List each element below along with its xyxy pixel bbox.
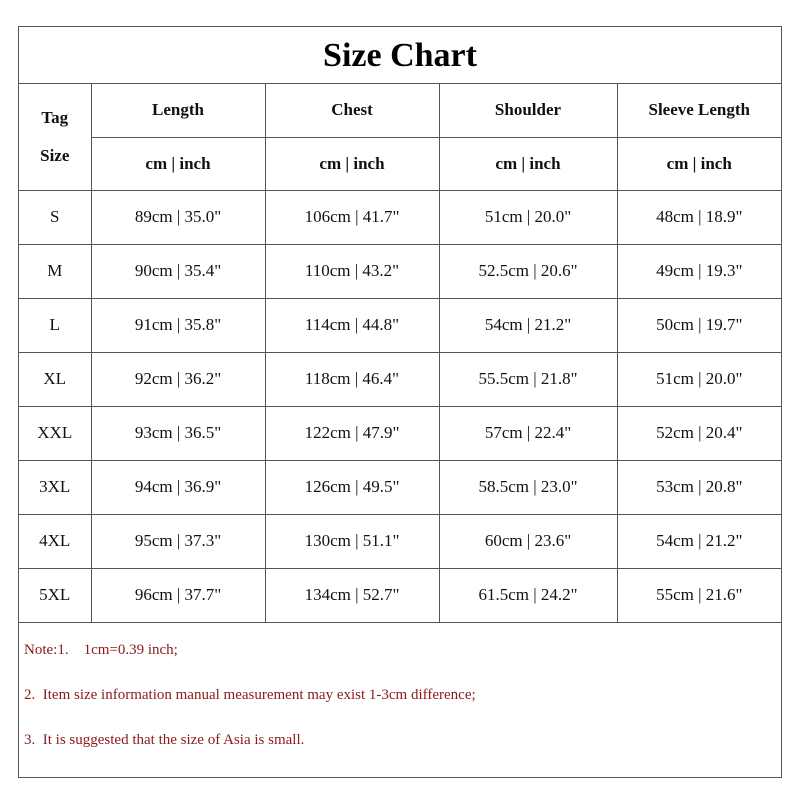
size-cell: 3XL bbox=[19, 460, 91, 514]
table-row bbox=[19, 352, 781, 406]
column-header-shoulder: Shoulder bbox=[439, 84, 617, 137]
table-row bbox=[19, 190, 781, 244]
chest-cell: 134cm | 52.7" bbox=[265, 568, 439, 622]
header-row-names bbox=[19, 84, 781, 137]
chest-cell: 106cm | 41.7" bbox=[265, 190, 439, 244]
chest-cell: 110cm | 43.2" bbox=[265, 244, 439, 298]
length-cell: 94cm | 36.9" bbox=[91, 460, 265, 514]
sleeve-cell: 48cm | 18.9" bbox=[617, 190, 781, 244]
unit-header-shoulder: cm | inch bbox=[439, 137, 617, 190]
unit-header-length: cm | inch bbox=[91, 137, 265, 190]
table-row bbox=[19, 406, 781, 460]
shoulder-cell: 52.5cm | 20.6" bbox=[439, 244, 617, 298]
table-row bbox=[19, 298, 781, 352]
shoulder-cell: 51cm | 20.0" bbox=[439, 190, 617, 244]
sleeve-cell: 50cm | 19.7" bbox=[617, 298, 781, 352]
chest-cell: 118cm | 46.4" bbox=[265, 352, 439, 406]
unit-header-sleeve-length: cm | inch bbox=[617, 137, 781, 190]
size-cell: M bbox=[19, 244, 91, 298]
length-cell: 92cm | 36.2" bbox=[91, 352, 265, 406]
note-line: Note:1. 1cm=0.39 inch; bbox=[24, 641, 178, 658]
sleeve-cell: 49cm | 19.3" bbox=[617, 244, 781, 298]
sleeve-cell: 52cm | 20.4" bbox=[617, 406, 781, 460]
column-header-sleeve-length: Sleeve Length bbox=[617, 84, 781, 137]
length-cell: 95cm | 37.3" bbox=[91, 514, 265, 568]
note-line: 2. Item size information manual measurement may exist 1-3cm difference; bbox=[24, 686, 476, 703]
note-line: 3. It is suggested that the size of Asia is small. bbox=[24, 731, 305, 748]
tag-label-line1: Tag bbox=[41, 107, 69, 127]
size-chart bbox=[18, 26, 782, 778]
size-cell: XL bbox=[19, 352, 91, 406]
size-cell: XXL bbox=[19, 406, 91, 460]
shoulder-cell: 58.5cm | 23.0" bbox=[439, 460, 617, 514]
column-header-chest: Chest bbox=[265, 84, 439, 137]
tag-label-line2: Size bbox=[40, 145, 70, 165]
sleeve-cell: 53cm | 20.8" bbox=[617, 460, 781, 514]
shoulder-cell: 55.5cm | 21.8" bbox=[439, 352, 617, 406]
column-header-length: Length bbox=[91, 84, 265, 137]
notes-section bbox=[19, 630, 781, 765]
length-cell: 90cm | 35.4" bbox=[91, 244, 265, 298]
sleeve-cell: 55cm | 21.6" bbox=[617, 568, 781, 622]
length-cell: 93cm | 36.5" bbox=[91, 406, 265, 460]
length-cell: 89cm | 35.0" bbox=[91, 190, 265, 244]
chest-cell: 114cm | 44.8" bbox=[265, 298, 439, 352]
chest-cell: 130cm | 51.1" bbox=[265, 514, 439, 568]
size-table bbox=[19, 84, 781, 623]
shoulder-cell: 57cm | 22.4" bbox=[439, 406, 617, 460]
size-cell: L bbox=[19, 298, 91, 352]
size-cell: S bbox=[19, 190, 91, 244]
table-row bbox=[19, 244, 781, 298]
sleeve-cell: 51cm | 20.0" bbox=[617, 352, 781, 406]
size-cell: 4XL bbox=[19, 514, 91, 568]
table-row bbox=[19, 568, 781, 622]
size-cell: 5XL bbox=[19, 568, 91, 622]
tag-size-header bbox=[19, 84, 91, 190]
length-cell: 96cm | 37.7" bbox=[91, 568, 265, 622]
chest-cell: 126cm | 49.5" bbox=[265, 460, 439, 514]
sleeve-cell: 54cm | 21.2" bbox=[617, 514, 781, 568]
shoulder-cell: 54cm | 21.2" bbox=[439, 298, 617, 352]
shoulder-cell: 61.5cm | 24.2" bbox=[439, 568, 617, 622]
unit-header-chest: cm | inch bbox=[265, 137, 439, 190]
table-row bbox=[19, 460, 781, 514]
header-row-units bbox=[19, 137, 781, 190]
table-row bbox=[19, 514, 781, 568]
length-cell: 91cm | 35.8" bbox=[91, 298, 265, 352]
page-title: Size Chart bbox=[19, 27, 781, 84]
shoulder-cell: 60cm | 23.6" bbox=[439, 514, 617, 568]
chest-cell: 122cm | 47.9" bbox=[265, 406, 439, 460]
